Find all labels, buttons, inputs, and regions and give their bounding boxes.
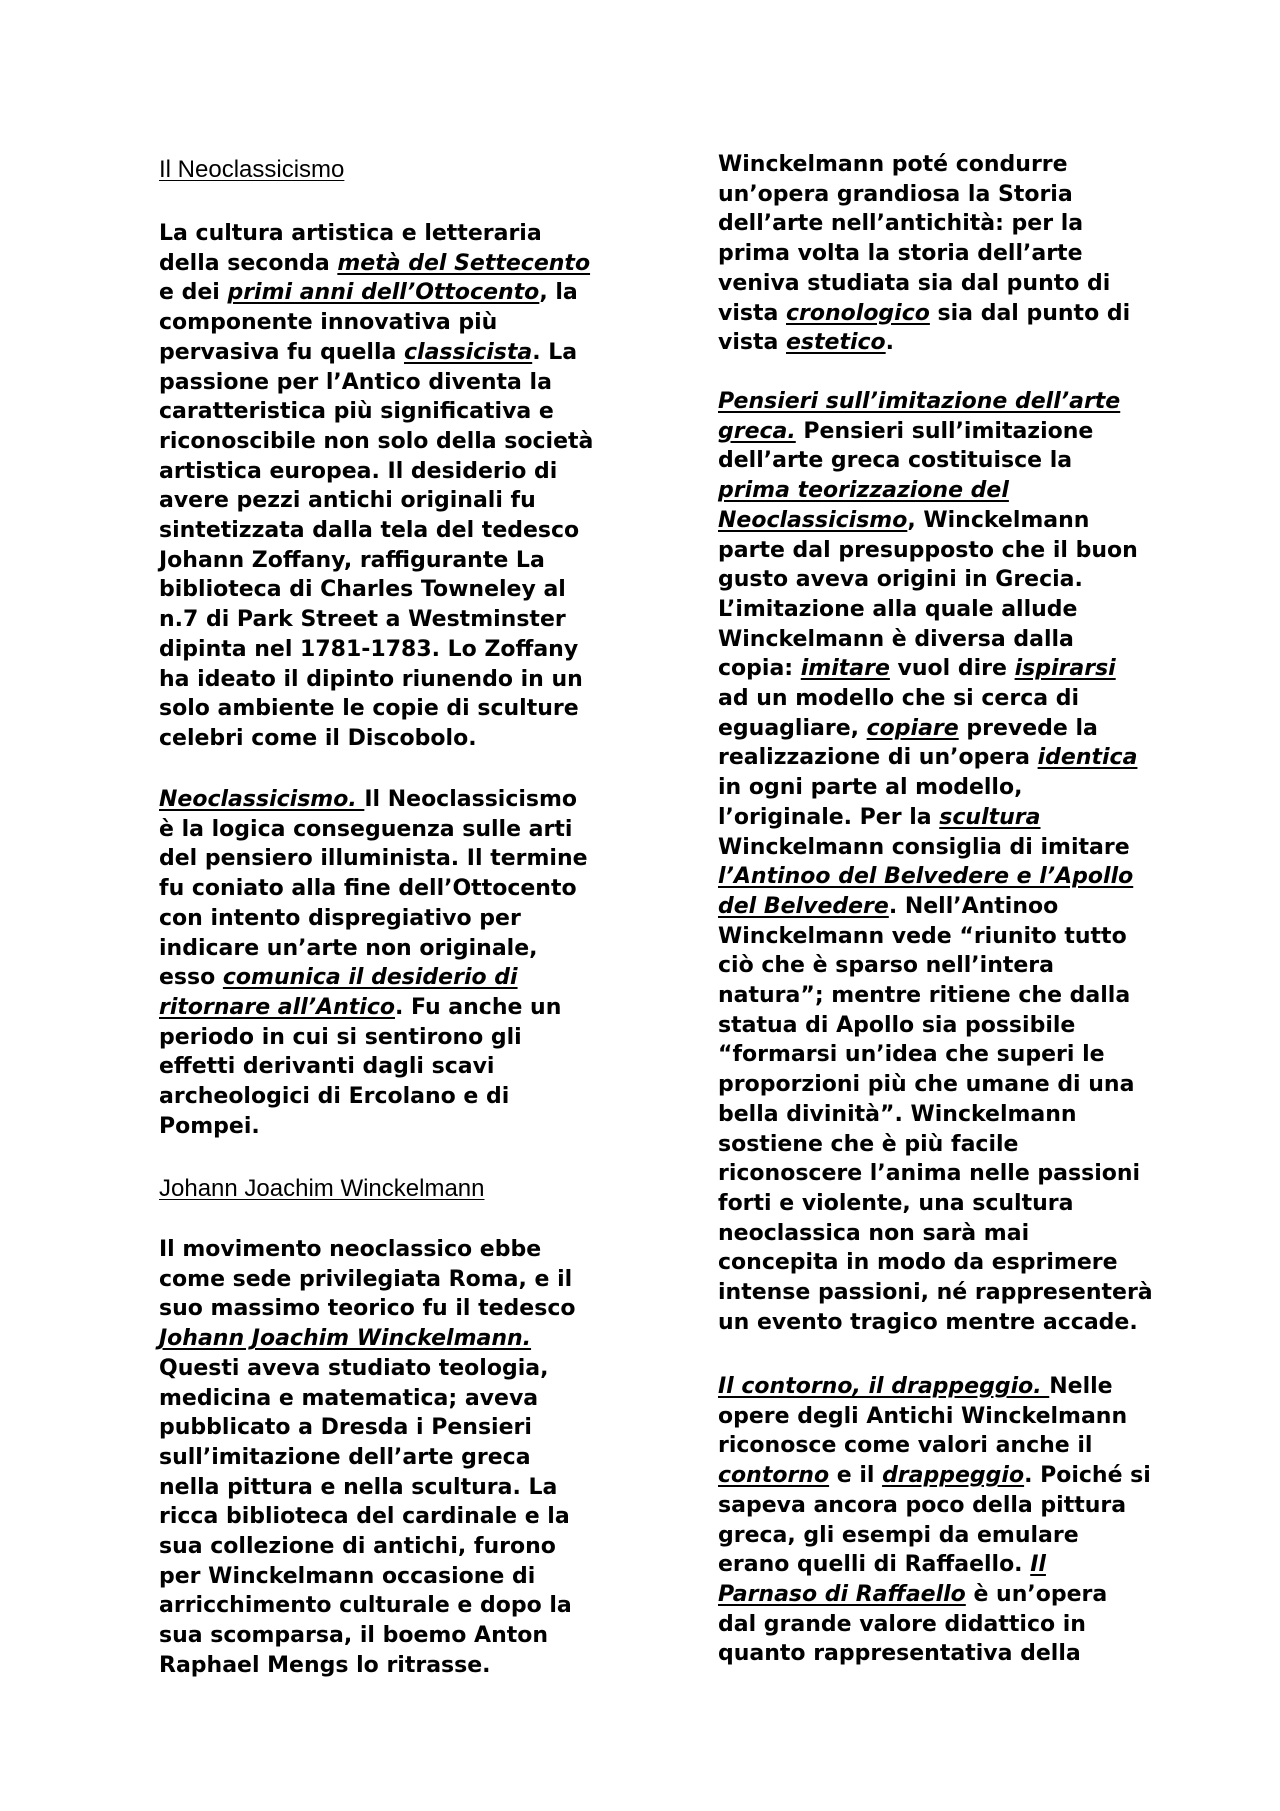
text-line [718, 1580, 1198, 1610]
text-line: avere pezzi antichi originali fu [159, 488, 536, 514]
text-line: Il movimento neoclassico ebbe [159, 1237, 542, 1262]
emphasis-text: Il [1030, 1552, 1046, 1578]
text-line: dipinta nel 1781-1783. Lo Zoffany [159, 636, 579, 662]
text-run: . La [532, 339, 578, 365]
text-run: e dei [159, 280, 228, 306]
emphasis-text: metà del Settecento [337, 250, 591, 276]
text-line [159, 993, 639, 1023]
text-line: ha ideato il dipinto riunendo in un [159, 666, 583, 692]
text-line: n.7 di Park Street a Westminster [159, 607, 566, 633]
paragraph-movimento-neoclassico [159, 1235, 639, 1681]
text-run: Nelle [1049, 1374, 1113, 1399]
text-run: erano quelli di Raffaello. [718, 1552, 1031, 1578]
text-line [159, 963, 639, 993]
text-line: opere degli Antichi Winckelmann [718, 1403, 1128, 1429]
emphasis-text: Il contorno, il drappeggio. [718, 1374, 1050, 1399]
text-line: un evento tragico mentre accade. [718, 1309, 1138, 1335]
text-line [718, 506, 1198, 536]
text-run: Pensieri sull’imitazione [795, 418, 1094, 444]
text-run: è un’opera [965, 1581, 1108, 1607]
text-line: bella divinità”. Winckelmann [718, 1101, 1077, 1127]
text-line [718, 299, 1198, 329]
text-line: ciò che è sparso nell’intera [718, 953, 1054, 979]
text-run: . Poiché si [1024, 1463, 1151, 1489]
text-line: solo ambiente le copie di sculture [159, 696, 579, 722]
text-line: arricchimento culturale e dopo la [159, 1593, 572, 1619]
text-line [718, 743, 1198, 773]
text-run: . Nell’Antinoo [888, 893, 1059, 919]
text-line: del pensiero illuminista. Il termine [159, 846, 588, 872]
text-line: L’imitazione alla quale allude [718, 596, 1078, 622]
text-line: forti e violente, una scultura [718, 1190, 1074, 1216]
text-run: vuol dire [889, 656, 1015, 682]
text-line [718, 1461, 1198, 1491]
text-line: La cultura artistica e letteraria [159, 221, 542, 246]
emphasis-text: copiare [866, 715, 959, 741]
text-line [718, 1550, 1198, 1580]
text-line [718, 1372, 1198, 1402]
section-title-neoclassicismo: Il Neoclassicismo [159, 156, 345, 183]
text-line: ad un modello che si cerca di [718, 686, 1080, 712]
emphasis-text: Parnaso di Raffaello [718, 1581, 966, 1607]
text-line: neoclassica non sarà mai [718, 1220, 1030, 1246]
text-line: proporzioni più che umane di una [718, 1072, 1135, 1098]
text-line: prima volta la storia dell’arte [718, 241, 1083, 267]
text-run: prevede la [958, 715, 1098, 741]
emphasis-text: l’Antinoo del Belvedere e l’Apollo [718, 864, 1134, 890]
text-line: biblioteca di Charles Towneley al [159, 577, 566, 603]
paragraph-neoclassicismo [159, 785, 639, 1141]
text-line [159, 785, 639, 815]
text-line: Raphael Mengs lo ritrasse. [159, 1652, 491, 1678]
text-line: caratteristica più significativa e [159, 399, 554, 425]
text-line: Pompei. [159, 1113, 260, 1139]
text-run: vista [718, 300, 786, 326]
text-line [159, 278, 639, 308]
text-run: copia: [718, 656, 801, 682]
text-line: ricca biblioteca del cardinale e la [159, 1504, 570, 1530]
text-line: Winckelmann vede “riunito tutto [718, 923, 1127, 949]
emphasis-text: cronologico [786, 300, 930, 326]
emphasis-text: comunica il desiderio di [222, 965, 518, 991]
text-line: effetti derivanti dagli scavi [159, 1054, 495, 1080]
emphasis-text: ispirarsi [1014, 656, 1116, 682]
text-run: eguagliare, [718, 715, 867, 741]
text-line: gusto aveva origini in Grecia. [718, 567, 1083, 593]
text-line: statua di Apollo sia possibile [718, 1012, 1076, 1038]
text-line: celebri come il Discobolo. [159, 725, 477, 751]
text-line: Johann Zoffany, raffigurante La [159, 547, 545, 573]
text-line: sintetizzata dalla tela del tedesco [159, 518, 580, 544]
text-run: vista [718, 330, 786, 356]
text-line: Winckelmann consiglia di imitare [718, 834, 1130, 860]
text-line: natura”; mentre ritiene che dalla [718, 983, 1131, 1009]
text-line: sull’imitazione dell’arte greca [159, 1444, 531, 1470]
emphasis-text: imitare [800, 656, 890, 682]
text-line [718, 803, 1198, 833]
text-run: , Winckelmann [907, 507, 1090, 533]
text-line: medicina e matematica; aveva [159, 1385, 539, 1411]
paragraph-cultura-artistica [159, 219, 639, 754]
emphasis-text: estetico [786, 330, 886, 356]
text-line: pubblicato a Dresda i Pensieri [159, 1415, 532, 1441]
emphasis-text: Neoclassicismo. [159, 787, 365, 812]
text-line [718, 328, 1198, 358]
emphasis-text: del Belvedere [718, 893, 889, 919]
text-line: quanto rappresentativa della [718, 1641, 1081, 1667]
text-line: “formarsi un’idea che superi le [718, 1042, 1105, 1068]
text-run: e il [829, 1463, 883, 1489]
emphasis-text: prima teorizzazione del [718, 478, 1009, 504]
text-run: Il Neoclassicismo [364, 787, 578, 812]
text-run: , la [539, 280, 578, 306]
text-line: concepita in modo da esprimere [718, 1250, 1118, 1276]
text-run: . Fu anche un [395, 994, 562, 1020]
text-line: per Winckelmann occasione di [159, 1563, 536, 1589]
emphasis-text: greca. [718, 418, 796, 444]
text-line [159, 1324, 639, 1354]
text-line: in ogni parte al modello, [718, 775, 1023, 801]
text-line: è la logica conseguenza sulle arti [159, 816, 573, 842]
text-line [718, 654, 1198, 684]
text-line: sapeva ancora poco della pittura [718, 1492, 1127, 1518]
text-line: nella pittura e nella scultura. La [159, 1474, 558, 1500]
text-line: come sede privilegiata Roma, e il [159, 1266, 573, 1292]
text-line: passione per l’Antico diventa la [159, 369, 552, 395]
emphasis-text: scultura [939, 804, 1041, 830]
text-line [718, 476, 1198, 506]
text-line: Winckelmann è diversa dalla [718, 626, 1074, 652]
emphasis-text: drappeggio [882, 1463, 1025, 1489]
text-line: componente innovativa più [159, 310, 498, 336]
text-line: riconoscere l’anima nelle passioni [718, 1161, 1141, 1187]
emphasis-text: classicista [404, 339, 533, 365]
emphasis-text: Pensieri sull’imitazione dell’arte [718, 389, 1121, 414]
text-line: riconosce come valori anche il [718, 1433, 1093, 1459]
text-line: dell’arte greca costituisce la [718, 448, 1073, 474]
paragraph-contorno-drappeggio [718, 1372, 1198, 1669]
text-run: . [885, 330, 895, 356]
emphasis-text: primi anni dell’Ottocento [227, 280, 540, 306]
text-line [718, 417, 1198, 447]
text-line: riconoscibile non solo della società [159, 428, 594, 454]
text-line: archeologici di Ercolano e di [159, 1084, 510, 1110]
text-line: artistica europea. Il desiderio di [159, 458, 558, 484]
text-line: con intento dispregiativo per [159, 905, 521, 931]
paragraph-storia-arte [718, 150, 1198, 358]
emphasis-text: Johann Joachim Winckelmann. [159, 1326, 532, 1352]
emphasis-text: identica [1037, 745, 1138, 771]
text-line [159, 338, 639, 368]
section-title-winckelmann: Johann Joachim Winckelmann [159, 1175, 485, 1202]
emphasis-text: ritornare all’Antico [159, 994, 395, 1020]
text-line: indicare un’arte non originale, [159, 935, 538, 961]
text-line: intense passioni, né rappresenterà [718, 1280, 1153, 1306]
text-line: sua scomparsa, il boemo Anton [159, 1623, 549, 1649]
paragraph-pensieri-imitazione [718, 387, 1198, 1338]
text-line: sostiene che è più facile [718, 1131, 1019, 1157]
text-line [718, 892, 1198, 922]
text-line [718, 714, 1198, 744]
emphasis-text: contorno [718, 1463, 830, 1489]
text-line: periodo in cui si sentirono gli [159, 1024, 522, 1050]
text-run: esso [159, 965, 223, 991]
text-line: dell’arte nell’antichità: per la [718, 211, 1084, 237]
text-run: pervasiva fu quella [159, 339, 404, 365]
text-line: parte dal presupposto che il buon [718, 537, 1138, 563]
text-run: della seconda [159, 250, 338, 276]
text-line: greca, gli esempi da emulare [718, 1522, 1079, 1548]
text-line: Winckelmann poté condurre [718, 152, 1068, 177]
text-line: Questi aveva studiato teologia, [159, 1355, 549, 1381]
text-run: l’originale. Per la [718, 804, 940, 830]
text-line: fu coniato alla fine dell’Ottocento [159, 876, 577, 902]
text-line: un’opera grandiosa la Storia [718, 181, 1073, 207]
text-line [159, 249, 639, 279]
text-run: sia dal punto di [929, 300, 1131, 326]
text-line [718, 387, 1198, 417]
text-line [718, 862, 1198, 892]
text-line: suo massimo teorico fu il tedesco [159, 1296, 576, 1322]
emphasis-text: Neoclassicismo [718, 507, 908, 533]
text-run: realizzazione di un’opera [718, 745, 1038, 771]
text-line: dal grande valore didattico in [718, 1611, 1086, 1637]
text-line: veniva studiata sia dal punto di [718, 270, 1111, 296]
text-line: sua collezione di antichi, furono [159, 1534, 556, 1560]
